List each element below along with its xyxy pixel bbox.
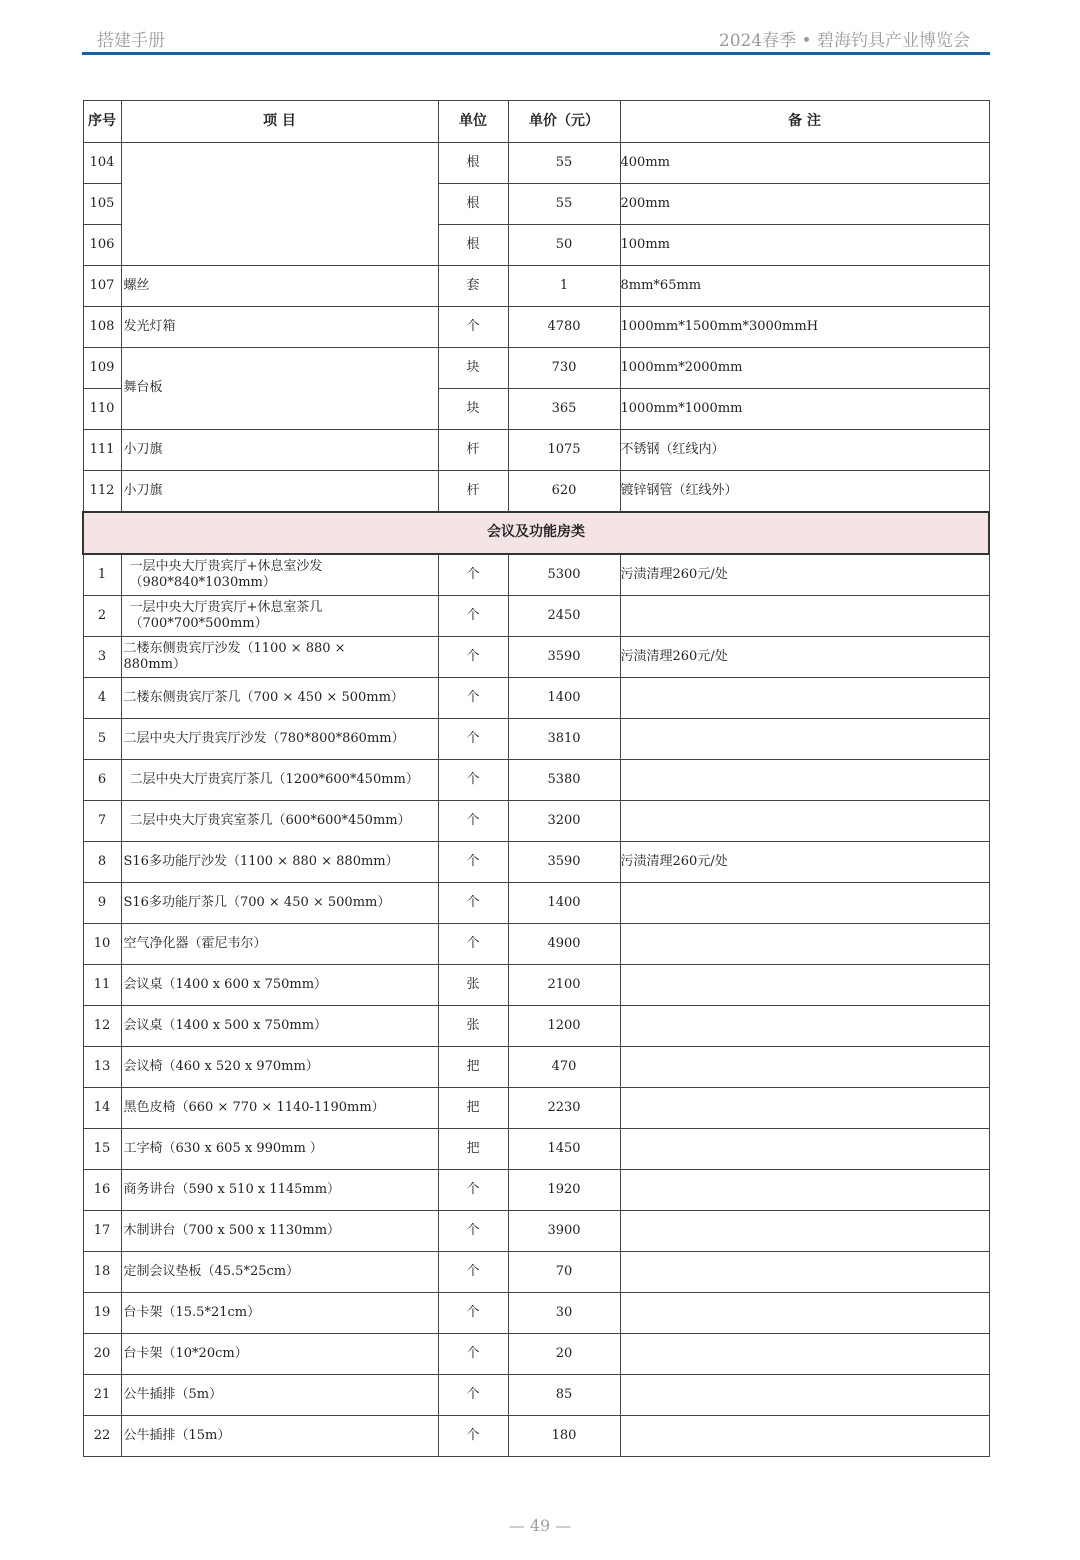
row-note: [620, 965, 989, 1006]
row-item: 台卡架（15.5*21cm）: [121, 1293, 438, 1334]
row-unit: 个: [438, 1170, 508, 1211]
row-note: [620, 1334, 989, 1375]
row-item: 会议桌（1400 x 600 x 750mm）: [121, 965, 438, 1006]
row-price: 55: [508, 143, 620, 184]
row-no: 18: [83, 1252, 121, 1293]
table-row: [83, 1211, 989, 1252]
row-note: 400mm: [620, 143, 989, 184]
row-price: 1400: [508, 678, 620, 719]
row-unit: 套: [438, 266, 508, 307]
row-unit: 把: [438, 1088, 508, 1129]
row-item-line2: 880mm）: [123, 657, 186, 672]
row-unit: 个: [438, 554, 508, 596]
row-unit: 个: [438, 760, 508, 801]
row-item-line1: 二楼东侧贵宾厅沙发（1100 × 880 ×: [123, 640, 346, 656]
row-unit: 个: [438, 842, 508, 883]
table-row: [83, 143, 989, 184]
table-header-row: [83, 101, 989, 143]
table-row: [83, 596, 989, 637]
row-no: 21: [83, 1375, 121, 1416]
table-row: [83, 842, 989, 883]
row-price: 1075: [508, 430, 620, 471]
row-price: 620: [508, 471, 620, 513]
row-unit: 把: [438, 1129, 508, 1170]
row-note: [620, 1129, 989, 1170]
row-item: 空气净化器（霍尼韦尔）: [121, 924, 438, 965]
table-row: [83, 1129, 989, 1170]
row-no: 106: [83, 225, 121, 266]
row-note: [620, 1252, 989, 1293]
row-note: 污渍清理260元/处: [620, 554, 989, 596]
row-unit: 根: [438, 143, 508, 184]
row-item: 定制会议垫板（45.5*25cm）: [121, 1252, 438, 1293]
row-note: 污渍清理260元/处: [620, 842, 989, 883]
row-no: 3: [83, 637, 121, 678]
row-note: [620, 883, 989, 924]
row-item: 黑色皮椅（660 × 770 × 1140-1190mm）: [121, 1088, 438, 1129]
row-unit: 个: [438, 1334, 508, 1375]
table-row: [83, 924, 989, 965]
row-item: S16多功能厅沙发（1100 × 880 × 880mm）: [121, 842, 438, 883]
row-item: [121, 637, 438, 678]
table-row: [83, 1088, 989, 1129]
row-price: 85: [508, 1375, 620, 1416]
row-no: 4: [83, 678, 121, 719]
table-row: [83, 471, 989, 513]
row-unit: 个: [438, 307, 508, 348]
row-item: 公牛插排（15m）: [121, 1416, 438, 1457]
header-divider: [82, 52, 990, 55]
row-item-line1: 一层中央大厅贵宾厅+休息室沙发: [129, 558, 323, 574]
row-unit: 张: [438, 1006, 508, 1047]
row-item: 工字椅（630 x 605 x 990mm ）: [121, 1129, 438, 1170]
row-price: 3900: [508, 1211, 620, 1252]
col-header-unit: 单位: [438, 101, 508, 143]
table-row: [83, 1252, 989, 1293]
row-unit: 个: [438, 678, 508, 719]
row-note: [620, 1211, 989, 1252]
row-item: 会议桌（1400 x 500 x 750mm）: [121, 1006, 438, 1047]
row-no: 17: [83, 1211, 121, 1252]
table-row: [83, 348, 989, 389]
row-note: [620, 1047, 989, 1088]
row-item: 小刀旗: [121, 430, 438, 471]
row-price: 1450: [508, 1129, 620, 1170]
table-row: [83, 1006, 989, 1047]
section-title: 会议及功能房类: [83, 512, 989, 554]
row-note: [620, 1293, 989, 1334]
row-price: 365: [508, 389, 620, 430]
row-item: 二层中央大厅贵宾厅茶几（1200*600*450mm）: [121, 760, 438, 801]
row-note: 污渍清理260元/处: [620, 637, 989, 678]
row-price: 180: [508, 1416, 620, 1457]
table-row: [83, 307, 989, 348]
col-header-item: 项 目: [121, 101, 438, 143]
table-row: [83, 1170, 989, 1211]
row-price: 30: [508, 1293, 620, 1334]
row-note: 不锈钢（红线内）: [620, 430, 989, 471]
row-no: 7: [83, 801, 121, 842]
row-no: 1: [83, 554, 121, 596]
table-row: [83, 678, 989, 719]
row-note: [620, 924, 989, 965]
row-price: 2100: [508, 965, 620, 1006]
row-note: 100mm: [620, 225, 989, 266]
row-no: 109: [83, 348, 121, 389]
row-price: 1200: [508, 1006, 620, 1047]
row-price: 3590: [508, 842, 620, 883]
row-item: 商务讲台（590 x 510 x 1145mm）: [121, 1170, 438, 1211]
row-item-line2: （980*840*1030mm）: [129, 575, 276, 590]
row-item: 二楼东侧贵宾厅茶几（700 × 450 × 500mm）: [121, 678, 438, 719]
row-note: 1000mm*1500mm*3000mmH: [620, 307, 989, 348]
row-no: 19: [83, 1293, 121, 1334]
table-row: [83, 430, 989, 471]
row-unit: 个: [438, 801, 508, 842]
row-price: 5380: [508, 760, 620, 801]
row-unit: 根: [438, 184, 508, 225]
row-item: [121, 554, 438, 596]
row-no: 108: [83, 307, 121, 348]
table-row: [83, 554, 989, 596]
row-no: 20: [83, 1334, 121, 1375]
row-price: 1: [508, 266, 620, 307]
table-row: [83, 1375, 989, 1416]
row-note: 镀锌钢管（红线外）: [620, 471, 989, 513]
row-unit: 张: [438, 965, 508, 1006]
col-header-price: 单价（元）: [508, 101, 620, 143]
manual-title: 搭建手册: [97, 31, 165, 51]
row-price: 5300: [508, 554, 620, 596]
row-price: 50: [508, 225, 620, 266]
row-price: 470: [508, 1047, 620, 1088]
table-row: [83, 1293, 989, 1334]
row-item: 螺丝: [121, 266, 438, 307]
row-price: 2450: [508, 596, 620, 637]
row-no: 12: [83, 1006, 121, 1047]
row-note: 200mm: [620, 184, 989, 225]
row-item-line1: 一层中央大厅贵宾厅+休息室茶几: [129, 599, 323, 615]
table-row: [83, 719, 989, 760]
row-note: 1000mm*2000mm: [620, 348, 989, 389]
page-number: — 49 —: [508, 1516, 572, 1535]
row-no: 10: [83, 924, 121, 965]
row-price: 3200: [508, 801, 620, 842]
row-note: [620, 719, 989, 760]
row-note: [620, 596, 989, 637]
row-price: 55: [508, 184, 620, 225]
row-unit: 个: [438, 883, 508, 924]
row-unit: 个: [438, 924, 508, 965]
table-row: [83, 266, 989, 307]
row-no: 22: [83, 1416, 121, 1457]
row-item: 台卡架（10*20cm）: [121, 1334, 438, 1375]
row-no: 111: [83, 430, 121, 471]
row-note: [620, 760, 989, 801]
row-price: 70: [508, 1252, 620, 1293]
row-price: 20: [508, 1334, 620, 1375]
row-unit: 把: [438, 1047, 508, 1088]
table-row: [83, 760, 989, 801]
row-item: 公牛插排（5m）: [121, 1375, 438, 1416]
row-note: 1000mm*1000mm: [620, 389, 989, 430]
row-no: 107: [83, 266, 121, 307]
table-row: [83, 883, 989, 924]
table-row: [83, 801, 989, 842]
col-header-no: 序号: [83, 101, 121, 143]
row-note: [620, 801, 989, 842]
row-no: 110: [83, 389, 121, 430]
row-item: 小刀旗: [121, 471, 438, 513]
row-item: [121, 596, 438, 637]
row-unit: 个: [438, 1416, 508, 1457]
row-item: 木制讲台（700 x 500 x 1130mm）: [121, 1211, 438, 1252]
table-row: [83, 637, 989, 678]
row-note: [620, 1375, 989, 1416]
row-no: 11: [83, 965, 121, 1006]
table-row: [83, 1334, 989, 1375]
table-row: [83, 965, 989, 1006]
row-unit: 个: [438, 596, 508, 637]
expo-title: 2024春季 • 碧海钓具产业博览会: [718, 31, 970, 51]
row-no: 15: [83, 1129, 121, 1170]
row-note: [620, 1088, 989, 1129]
row-no: 112: [83, 471, 121, 513]
row-no: 105: [83, 184, 121, 225]
row-no: 9: [83, 883, 121, 924]
row-item: 二层中央大厅贵宾室茶几（600*600*450mm）: [121, 801, 438, 842]
row-item: 发光灯箱: [121, 307, 438, 348]
row-item-line2: （700*700*500mm）: [129, 616, 268, 631]
row-no: 104: [83, 143, 121, 184]
row-unit: 个: [438, 1252, 508, 1293]
row-item: S16多功能厅茶几（700 × 450 × 500mm）: [121, 883, 438, 924]
row-price: 4780: [508, 307, 620, 348]
row-no: 13: [83, 1047, 121, 1088]
row-unit: 块: [438, 389, 508, 430]
row-unit: 个: [438, 1211, 508, 1252]
row-note: [620, 678, 989, 719]
row-item: 二层中央大厅贵宾厅沙发（780*800*860mm）: [121, 719, 438, 760]
row-unit: 个: [438, 1293, 508, 1334]
row-no: 2: [83, 596, 121, 637]
row-no: 8: [83, 842, 121, 883]
row-unit: 个: [438, 637, 508, 678]
row-note: [620, 1006, 989, 1047]
price-table: [82, 100, 990, 1457]
row-no: 14: [83, 1088, 121, 1129]
row-item-merged: [121, 143, 438, 266]
row-unit: 个: [438, 1375, 508, 1416]
row-item: 舞台板: [121, 348, 438, 430]
row-price: 1920: [508, 1170, 620, 1211]
row-unit: 块: [438, 348, 508, 389]
table-row: [83, 1416, 989, 1457]
row-unit: 个: [438, 719, 508, 760]
row-price: 2230: [508, 1088, 620, 1129]
row-item: 会议椅（460 x 520 x 970mm）: [121, 1047, 438, 1088]
row-note: [620, 1170, 989, 1211]
row-unit: 根: [438, 225, 508, 266]
row-no: 5: [83, 719, 121, 760]
row-note: 8mm*65mm: [620, 266, 989, 307]
table-row: [83, 1047, 989, 1088]
row-note: [620, 1416, 989, 1457]
col-header-note: 备 注: [620, 101, 989, 143]
section-header-row: [83, 512, 989, 554]
row-no: 6: [83, 760, 121, 801]
row-price: 1400: [508, 883, 620, 924]
row-price: 3810: [508, 719, 620, 760]
row-price: 3590: [508, 637, 620, 678]
row-price: 730: [508, 348, 620, 389]
row-unit: 杆: [438, 471, 508, 513]
row-no: 16: [83, 1170, 121, 1211]
row-unit: 杆: [438, 430, 508, 471]
row-price: 4900: [508, 924, 620, 965]
